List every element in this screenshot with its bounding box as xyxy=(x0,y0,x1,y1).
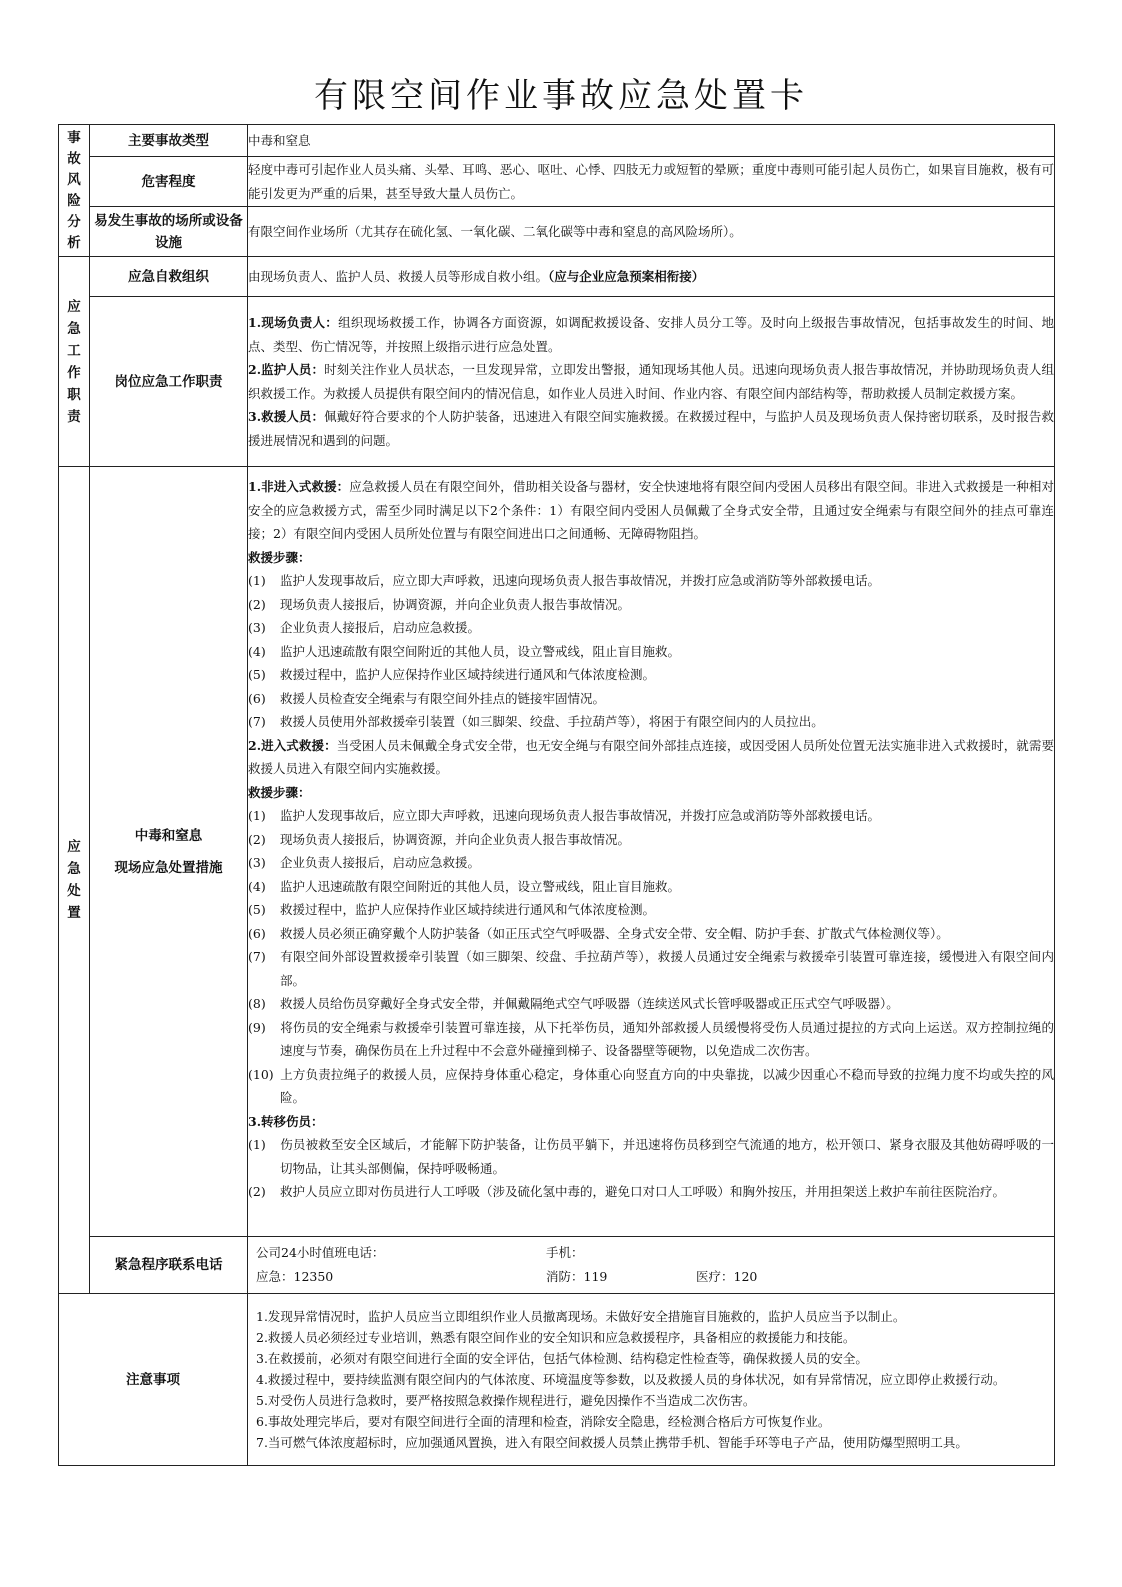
step-item: (10) 上方负责拉绳子的救援人员，应保持身体重心稳定，身体重心向竖直方向的中央靠拢，以减少因重心不稳而导致的拉绳力度不均或失控的风险。 xyxy=(248,1066,1054,1105)
emergency-phone: 应急：12350 xyxy=(256,1269,334,1284)
label-accident-type: 主要事故类型 xyxy=(90,125,248,157)
step-item: (2) 现场负责人接报后，协调资源，并向企业负责人报告事故情况。 xyxy=(248,596,631,612)
precaution-item: 2.救援人员必须经过专业培训，熟悉有限空间作业的安全知识和应急救援程序，具备相应的救援能力和技能。 xyxy=(256,1330,856,1345)
precaution-item: 6.事故处理完毕后，要对有限空间进行全面的清理和检查，消除安全隐患，经检测合格后方可恢复作业。 xyxy=(256,1414,831,1429)
label-emergency-contacts: 紧急程序联系电话 xyxy=(90,1237,248,1294)
step-item: (5) 救援过程中，监护人应保持作业区域持续进行通风和气体浓度检测。 xyxy=(248,902,656,917)
entry-steps-list xyxy=(248,804,1054,1110)
transfer-steps-list xyxy=(248,1133,1054,1204)
label-post-duties: 岗位应急工作职责 xyxy=(90,297,248,467)
step-item: (7) 有限空间外部设置救援牵引装置（如三脚架、绞盘、手拉葫芦等），救援人员通过安全绳索与救援牵引装置可靠连接，缓慢进入有限空间内部。 xyxy=(248,949,1054,988)
step-item: (8) 救援人员给伤员穿戴好全身式安全带，并佩戴隔绝式空气呼吸器（连续送风式长管呼吸器或正压式空气呼吸器）。 xyxy=(248,996,899,1011)
content-hazard-level: 轻度中毒可引起作业人员头痛、头晕、耳鸣、恶心、呕吐、心悸、四肢无力或短暂的晕厥；重度中毒则可能引起人员伤亡，如果盲目施救，极有可能引发更为严重的后果，甚至导致大量人员伤亡。 xyxy=(248,157,1055,207)
content-accident-sites: 有限空间作业场所（尤其存在硫化氢、一氧化碳、二氧化碳等中毒和窒息的高风险场所）。 xyxy=(248,207,1055,257)
step-item: (3) 企业负责人接报后，启动应急救援。 xyxy=(248,855,481,870)
mobile-phone: 手机： xyxy=(546,1245,584,1260)
label-accident-sites: 易发生事故的场所或设备设施 xyxy=(90,207,248,257)
label-precautions: 注意事项 xyxy=(59,1294,248,1466)
page-title: 有限空间作业事故应急处置卡 xyxy=(314,76,808,116)
emergency-card-table xyxy=(58,124,1055,1466)
step-item: (9) 将伤员的安全绳索与救援牵引装置可靠连接，从下托举伤员，通知外部救援人员缓慢将受伤人员通过提拉的方式向上运送。双方控制拉绳的速度与节奏，确保伤员在上升过程中不会意外碰撞到梯子、设备器壁等硬物，以免造成二次伤害。 xyxy=(248,1019,1054,1058)
precaution-item: 5.对受伤人员进行急救时，要严格按照急救操作规程进行，避免因操作不当造成二次伤害。 xyxy=(256,1393,756,1408)
non-entry-steps-list xyxy=(248,569,1054,734)
step-item: (3) 企业负责人接报后，启动应急救援。 xyxy=(248,620,481,635)
step-item: (5) 救援过程中，监护人应保持作业区域持续进行通风和气体浓度检测。 xyxy=(248,667,656,682)
step-item: (1) 监护人发现事故后，应立即大声呼救，迅速向现场负责人报告事故情况，并拨打应急或消防等外部救援电话。 xyxy=(248,808,881,823)
step-item: (1) 伤员被救至安全区域后，才能解下防护装备，让伤员平躺下，并迅速将伤员移到空气流通的地方，松开领口、紧身衣服及其他妨碍呼吸的一切物品，让其头部侧偏，保持呼吸畅通。 xyxy=(248,1137,1054,1176)
content-post-duties: 1.现场负责人：组织现场救援工作，协调各方面资源，如调配救援设备、安排人员分工等。及时向上级报告事故情况，包括事故发生的时间、地点、类型、伤亡情况等，并按照上级指示进行应急处置。 2.监护人员：时刻关注作业人员状态，一旦发现异常，立即发出警报，通知现场其他人员。迅速向现场负责人报告事故情况，并协助现场负责人组织救援工作。为救援人员提供有限空间内的情况信息，如作业人员进入时间、作业内容、有限空间内部结构等，帮助救援人员制定救援方案。 3.救援人员：佩戴好符合要求的个人防护装备，迅速进入有限空间实施救援。在救援过程中，与监护人员及现场负责人保持密切联系，及时报告救援进展情况和遇到的问题。 xyxy=(248,297,1055,467)
step-item: (6) 救援人员必须正确穿戴个人防护装备（如正压式空气呼吸器、全身式安全带、安全帽、防护手套、扩散式气体检测仪等）。 xyxy=(248,925,949,941)
step-item: (6) 救援人员检查安全绳索与有限空间外挂点的链接牢固情况。 xyxy=(248,690,606,706)
fire-phone: 消防：119 xyxy=(546,1269,608,1284)
step-item: (2) 救护人员应立即对伤员进行人工呼吸（涉及硫化氢中毒的，避免口对口人工呼吸）和胸外按压，并用担架送上救护车前往医院治疗。 xyxy=(248,1184,1006,1199)
precaution-item: 4.救援过程中，要持续监测有限空间内的气体浓度、环境温度等参数，以及救援人员的身体状况，如有异常情况，应立即停止救援行动。 xyxy=(256,1372,1006,1387)
label-hazard-level: 危害程度 xyxy=(90,157,248,207)
step-item: (1) 监护人发现事故后，应立即大声呼救，迅速向现场负责人报告事故情况，并拨打应急或消防等外部救援电话。 xyxy=(248,573,881,588)
category-risk-analysis: 事 故 风 险 分 析 xyxy=(59,125,90,257)
precaution-item: 3.在救援前，必须对有限空间进行全面的安全评估，包括气体检测、结构稳定性检查等，确保救援人员的安全。 xyxy=(256,1351,868,1366)
content-accident-type: 中毒和窒息 xyxy=(248,125,1055,157)
duty-phone: 公司24小时值班电话： xyxy=(256,1245,385,1260)
precaution-item: 7.当可燃气体浓度超标时，应加强通风置换，进入有限空间救援人员禁止携带手机、智能手环等电子产品，使用防爆型照明工具。 xyxy=(256,1435,968,1450)
content-onsite-measures: 1.非进入式救援：应急救援人员在有限空间外，借助相关设备与器材，安全快速地将有限空间内受困人员移出有限空间。非进入式救援是一种相对安全的应急救援方式，需至少同时满足以下2个条件：1）有限空间内受困人员佩戴了全身式安全带，且通过安全绳索与有限空间外的挂点可靠连接；2）有限空间内受困人员所处位置与有限空间进出口之间通畅、无障碍物阻挡。 救援步骤： (1) 监护人发现事故后，应立即大声呼救，迅速向现场负责人报告事故情况，并拨打应急或消防等外部救援电话。 (2) 现场负责人接报后，协调资源，并向企业负责人报告事故情况。 (3) 企业负责人接报后，启动应急救援。 (4) 监护人迅速疏散有限空间附近的其他人员，设立警戒线，阻止盲目施救。 (5) 救援过程中，监护人应保持作业区域持续进行通风和气体浓度检测。 (6) 救援人员检查安全绳索与有限空间外挂点的链接牢固情况。 (7) 救援人员使用外部救援牵引装置（如三脚架、绞盘、手拉葫芦等），将困于有限空间内的人员拉出。 2.进入式救援：当受困人员未佩戴全身式安全带，也无安全绳与有限空间外部挂点连接，或因受困人员所处位置无法实施非进入式救援时，就需要救援人员进入有限空间内实施救援。 救援步骤： (1) 监护人发现事故后，应立即大声呼救，迅速向现场负责人报告事故情况，并拨打应急或消防等外部救援电话。 (2) 现场负责人接报后，协调资源，并向企业负责人报告事故情况。 (3) 企业负责人接报后，启动应急救援。 (4) 监护人迅速疏散有限空间附近的其他人员，设立警戒线，阻止盲目施救。 (5) 救援过程中，监护人应保持作业区域持续进行通风和气体浓度检测。 (6) 救援人员必须正确穿戴个人防护装备（如正压式空气呼吸器、全身式安全带、安全帽、防护手套、扩散式气体检测仪等）。 (7) 有限空间外部设置救援牵引装置（如三脚架、绞盘、手拉葫芦等），救援人员通过安全绳索与救援牵引装置可靠连接，缓慢进入有限空间内部。 (8) 救援人员给伤员穿戴好全身式安全带，并佩戴隔绝式空气呼吸器（连续送风式长管呼吸器或正压式空气呼吸器）。 (9) 将伤员的安全绳索与救援牵引装置可靠连接，从下托举伤员，通知外部救援人员缓慢将受伤人员通过提拉的方式向上运送。双方控制拉绳的速度与节奏，确保伤员在上升过程中不会意外碰撞到梯子、设备器壁等硬物，以免造成二次伤害。 (10) 上方负责拉绳子的救援人员，应保持身体重心稳定，身体重心向竖直方向的中央靠拢，以减少因重心不稳而导致的拉绳力度不均或失控的风险。 3.转移伤员： (1) 伤员被救至安全区域后，才能解下防护装备，让伤员平躺下，并迅速将伤员移到空气流通的地方，松开领口、紧身衣服及其他妨碍呼吸的一切物品，让其头部侧偏，保持呼吸畅通。 (2) 救护人员应立即对伤员进行人工呼吸（涉及硫化氢中毒的，避免口对口人工呼吸）和胸外按压，并用担架送上救护车前往医院治疗。 xyxy=(248,467,1055,1237)
content-self-rescue-org: 由现场负责人、监护人员、救援人员等形成自救小组。（应与企业应急预案相衔接） xyxy=(248,257,1055,297)
content-precautions xyxy=(248,1294,1055,1466)
label-self-rescue-org: 应急自救组织 xyxy=(90,257,248,297)
precaution-item: 1.发现异常情况时，监护人员应当立即组织作业人员撤离现场。未做好安全措施盲目施救的，监护人员应当予以制止。 xyxy=(256,1309,906,1324)
step-item: (2) 现场负责人接报后，协调资源，并向企业负责人报告事故情况。 xyxy=(248,831,631,847)
step-item: (4) 监护人迅速疏散有限空间附近的其他人员，设立警戒线，阻止盲目施救。 xyxy=(248,643,681,659)
medical-phone: 医疗：120 xyxy=(696,1269,758,1284)
step-item: (7) 救援人员使用外部救援牵引装置（如三脚架、绞盘、手拉葫芦等），将困于有限空间内的人员拉出。 xyxy=(248,714,824,729)
category-emergency-duties: 应 急 工 作 职 责 xyxy=(59,257,90,467)
category-emergency-response: 应 急 处 置 xyxy=(59,467,90,1294)
step-item: (4) 监护人迅速疏散有限空间附近的其他人员，设立警戒线，阻止盲目施救。 xyxy=(248,878,681,894)
content-emergency-contacts xyxy=(248,1237,1055,1294)
label-onsite-measures: 中毒和窒息 现场应急处置措施 xyxy=(90,467,248,1237)
